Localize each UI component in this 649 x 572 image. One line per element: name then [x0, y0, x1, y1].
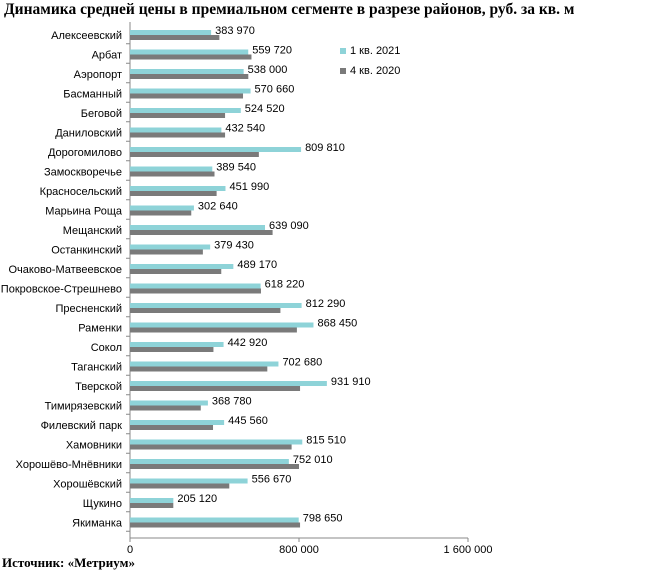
- bar-series2: [130, 133, 225, 138]
- data-label: 205 120: [177, 493, 218, 505]
- data-label: 559 720: [252, 44, 293, 57]
- bar-series2: [130, 172, 215, 177]
- category-label: Аэропорт: [73, 69, 122, 81]
- category-label: Басманный: [63, 88, 122, 101]
- bar-series1: [130, 342, 224, 347]
- category-label: Дорогомилово: [47, 147, 122, 159]
- data-label: 702 680: [282, 356, 323, 369]
- bar-series2: [130, 250, 203, 255]
- data-label: 379 430: [214, 239, 254, 252]
- bar-series2: [130, 367, 267, 372]
- legend: [340, 41, 400, 81]
- bar-series2: [130, 152, 259, 157]
- bar-series2: [130, 328, 297, 333]
- data-label: 445 560: [228, 415, 268, 427]
- legend-item-series2: [340, 61, 400, 81]
- data-label: 570 660: [254, 83, 295, 96]
- category-label: Хамовники: [65, 439, 122, 452]
- bar-series2: [130, 386, 300, 391]
- x-tick-label: 0: [126, 544, 134, 556]
- bar-series2: [130, 94, 243, 99]
- bar-series1: [130, 167, 212, 172]
- category-label: Останкинский: [51, 244, 122, 257]
- data-label: 451 990: [229, 181, 270, 193]
- bar-series2: [130, 445, 292, 450]
- bar-series1: [130, 89, 251, 94]
- data-label: 639 090: [269, 220, 309, 232]
- bar-series1: [130, 147, 301, 152]
- category-label: Тверской: [75, 381, 122, 393]
- bar-series2: [130, 113, 225, 118]
- bar-series1: [130, 479, 248, 484]
- bar-series2: [130, 211, 191, 216]
- bar-series2: [130, 289, 261, 294]
- bar-series1: [130, 362, 278, 367]
- bar-series1: [130, 303, 302, 308]
- legend-item-series1: [340, 41, 400, 61]
- category-label: Мещанский: [62, 225, 122, 237]
- bar-series1: [130, 284, 261, 289]
- data-label: 931 910: [330, 376, 371, 388]
- bar-series1: [130, 69, 244, 74]
- chart-title: Динамика средней цены в премиальном сегменте в разрезе районов, руб. за кв. м: [4, 1, 575, 18]
- category-label: Тимирязевский: [44, 400, 122, 413]
- data-label: 798 650: [302, 512, 343, 525]
- bar-series1: [130, 108, 241, 113]
- legend-swatch-series2: [340, 68, 346, 74]
- bar-series2: [130, 347, 213, 352]
- bar-series1: [130, 420, 224, 425]
- category-label: Якиманка: [72, 517, 122, 530]
- data-label: 538 000: [247, 64, 288, 76]
- bar-series1: [130, 50, 248, 55]
- bar-series2: [130, 74, 248, 79]
- bar-series1: [130, 498, 173, 503]
- bar-series1: [130, 459, 289, 464]
- data-label: 752 010: [292, 454, 333, 466]
- data-label: 368 780: [211, 395, 252, 408]
- data-label: 383 970: [215, 25, 255, 37]
- bar-series1: [130, 440, 302, 445]
- bar-series2: [130, 35, 219, 40]
- data-label: 442 920: [227, 337, 268, 349]
- category-label: Марьина Роща: [45, 205, 122, 218]
- bar-series2: [130, 523, 300, 528]
- data-label: 556 670: [251, 473, 292, 486]
- category-label: Покровское-Стрешнево: [0, 283, 122, 296]
- category-label: Филевский парк: [40, 420, 122, 432]
- data-label: 302 640: [197, 200, 238, 213]
- data-label: 812 290: [305, 298, 346, 310]
- data-label: 432 540: [225, 122, 266, 135]
- category-label: Очаково-Матвеевское: [8, 264, 122, 276]
- category-label: Беговой: [80, 108, 122, 120]
- bar-series2: [130, 503, 173, 508]
- data-label: 618 220: [264, 278, 305, 291]
- category-label: Алексеевский: [51, 30, 122, 42]
- bar-series2: [130, 406, 201, 411]
- bar-series2: [130, 464, 299, 469]
- category-label: Замоскворечье: [43, 166, 122, 179]
- data-label: 868 450: [317, 317, 358, 330]
- bar-series1: [130, 128, 221, 133]
- bar-series2: [130, 191, 217, 196]
- bar-series1: [130, 186, 225, 191]
- bar-series1: [130, 245, 210, 250]
- data-label: 524 520: [244, 103, 285, 115]
- bar-series1: [130, 206, 194, 211]
- bar-series1: [130, 323, 313, 328]
- category-label: Красносельский: [39, 186, 122, 198]
- bar-series2: [130, 308, 280, 313]
- category-label: Щукино: [82, 498, 122, 510]
- category-label: Хорошёво-Мнёвники: [15, 459, 122, 471]
- bar-series2: [130, 425, 213, 430]
- bar-series2: [130, 484, 229, 489]
- bar-series1: [130, 264, 233, 269]
- category-label: Таганский: [71, 361, 122, 374]
- data-label: 809 810: [305, 142, 345, 154]
- data-label: 389 540: [216, 161, 257, 174]
- data-label: 489 170: [237, 259, 278, 271]
- legend-swatch-series1: [340, 48, 346, 54]
- category-label: Раменки: [78, 322, 122, 335]
- bar-series2: [130, 230, 273, 235]
- category-label: Даниловский: [55, 127, 122, 140]
- category-label: Сокол: [90, 342, 122, 354]
- x-tick-label: 1 600 000: [443, 544, 493, 556]
- source-note: Источник: «Метриум»: [2, 555, 135, 570]
- bar-series2: [130, 55, 251, 60]
- legend-label-series1: 1 кв. 2021: [350, 45, 401, 57]
- bar-series1: [130, 401, 208, 406]
- category-label: Арбат: [91, 49, 122, 62]
- legend-label-series2: 4 кв. 2020: [350, 65, 401, 77]
- bar-series1: [130, 225, 265, 230]
- category-label: Хорошёвский: [53, 478, 122, 491]
- bar-series1: [130, 30, 211, 35]
- bar-series1: [130, 381, 327, 386]
- x-tick-label: 800 000: [279, 544, 319, 556]
- bar-series2: [130, 269, 221, 274]
- category-label: Пресненский: [55, 303, 122, 315]
- bar-series1: [130, 518, 299, 523]
- data-label: 815 510: [306, 434, 347, 447]
